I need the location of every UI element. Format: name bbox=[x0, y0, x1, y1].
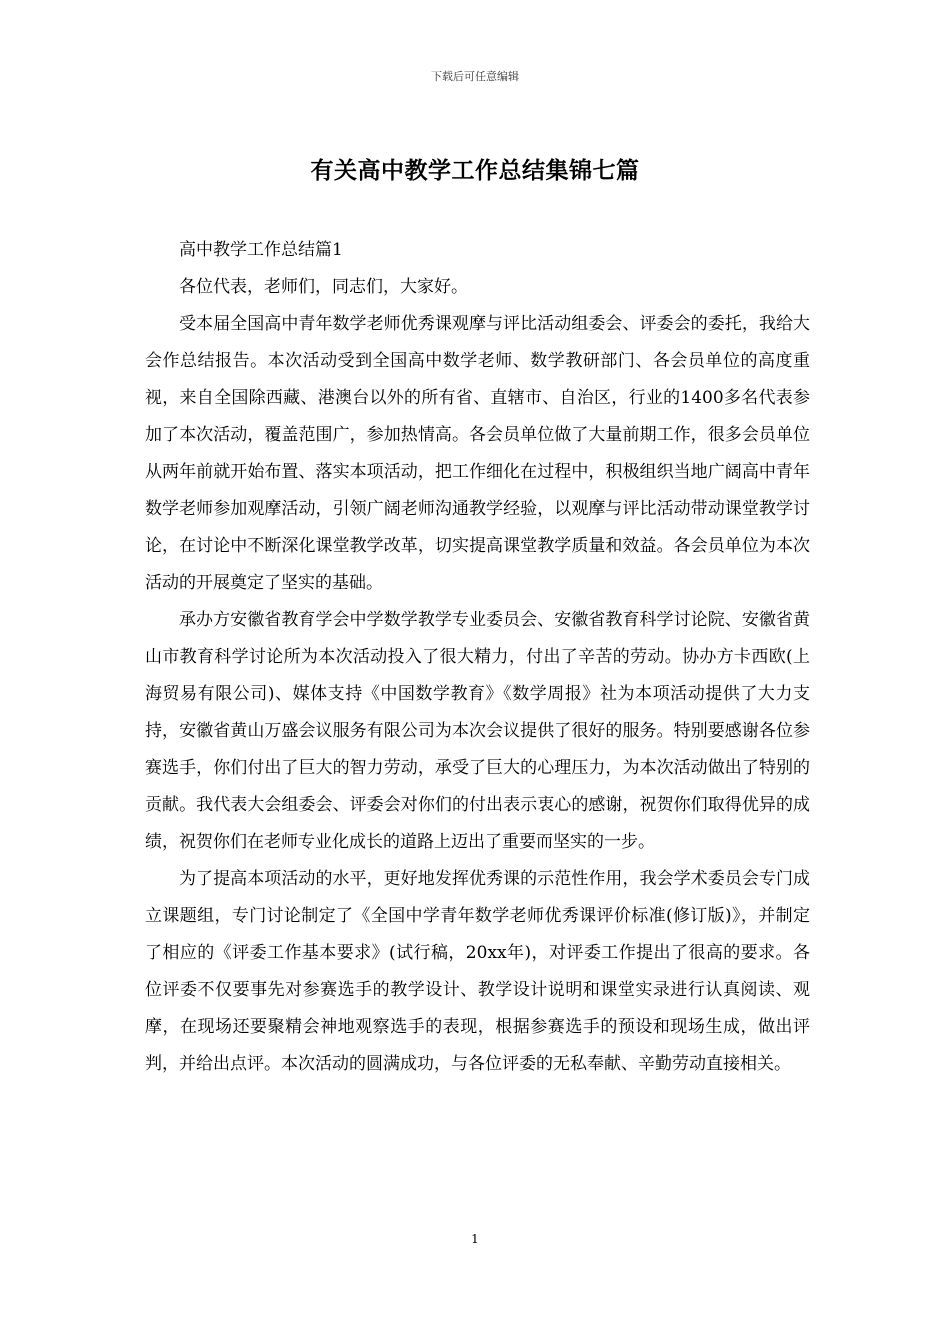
page-number: 1 bbox=[471, 1232, 479, 1246]
greeting-paragraph: 各位代表，老师们，同志们，大家好。 bbox=[179, 277, 468, 297]
body-paragraph: 受本届全国高中青年数学老师优秀课观摩与评比活动组委会、评委会的委托，我给大会作总结报告。本次活动受到全国高中数学老师、数学教研部门、各会员单位的高度重视，来自全国除西藏、港澳台以外的所有省、直辖市、自治区，行业的1400多名代表参加了本次活动，覆盖范围广，参加热情高。各会员单位做了大量前期工作，很多会员单位从两年前就开始布置、落实本项活动，把工作细化在过程中，积极组织当地广阔高中青年数学老师参加观摩活动，引领广阔老师沟通教学经验，以观摩与评比活动带动课堂教学讨论，在讨论中不断深化课堂教学改革，切实提高课堂教学质量和效益。各会员单位为本次活动的开展奠定了坚实的基础。 bbox=[145, 314, 810, 593]
document-body bbox=[145, 232, 810, 1083]
section-heading: 高中教学工作总结篇1 bbox=[179, 240, 343, 260]
body-paragraph: 承办方安徽省教育学会中学数学教学专业委员会、安徽省教育科学讨论院、安徽省黄山市教育科学讨论所为本次活动投入了很大精力，付出了辛苦的劳动。协办方卡西欧(上海贸易有限公司)、媒体支持《中国数学教育》《数学周报》社为本项活动提供了大力支持，安徽省黄山万盛会议服务有限公司为本次会议提供了很好的服务。特别要感谢各位参赛选手，你们付出了巨大的智力劳动，承受了巨大的心理压力，为本次活动做出了特别的贡献。我代表大会组委会、评委会对你们的付出表示衷心的感谢，祝贺你们取得优异的成绩，祝贺你们在老师专业化成长的道路上迈出了重要而坚实的一步。 bbox=[145, 610, 810, 852]
document-title: 有关高中教学工作总结集锦七篇 bbox=[310, 157, 640, 184]
body-paragraph: 为了提高本项活动的水平，更好地发挥优秀课的示范性作用，我会学术委员会专门成立课题组，专门讨论制定了《全国中学青年数学老师优秀课评价标准(修订版)》，并制定了相应的《评委工作基本要求》(试行稿，20xx年)，对评委工作提出了很高的要求。各位评委不仅要事先对参赛选手的教学设计、教学设计说明和课堂实录进行认真阅读、观摩，在现场还要聚精会神地观察选手的表现，根据参赛选手的预设和现场生成，做出评判，并给出点评。本次活动的圆满成功，与各位评委的无私奉献、辛勤劳动直接相关。 bbox=[145, 869, 810, 1074]
header-note: 下载后可任意编辑 bbox=[431, 70, 519, 83]
